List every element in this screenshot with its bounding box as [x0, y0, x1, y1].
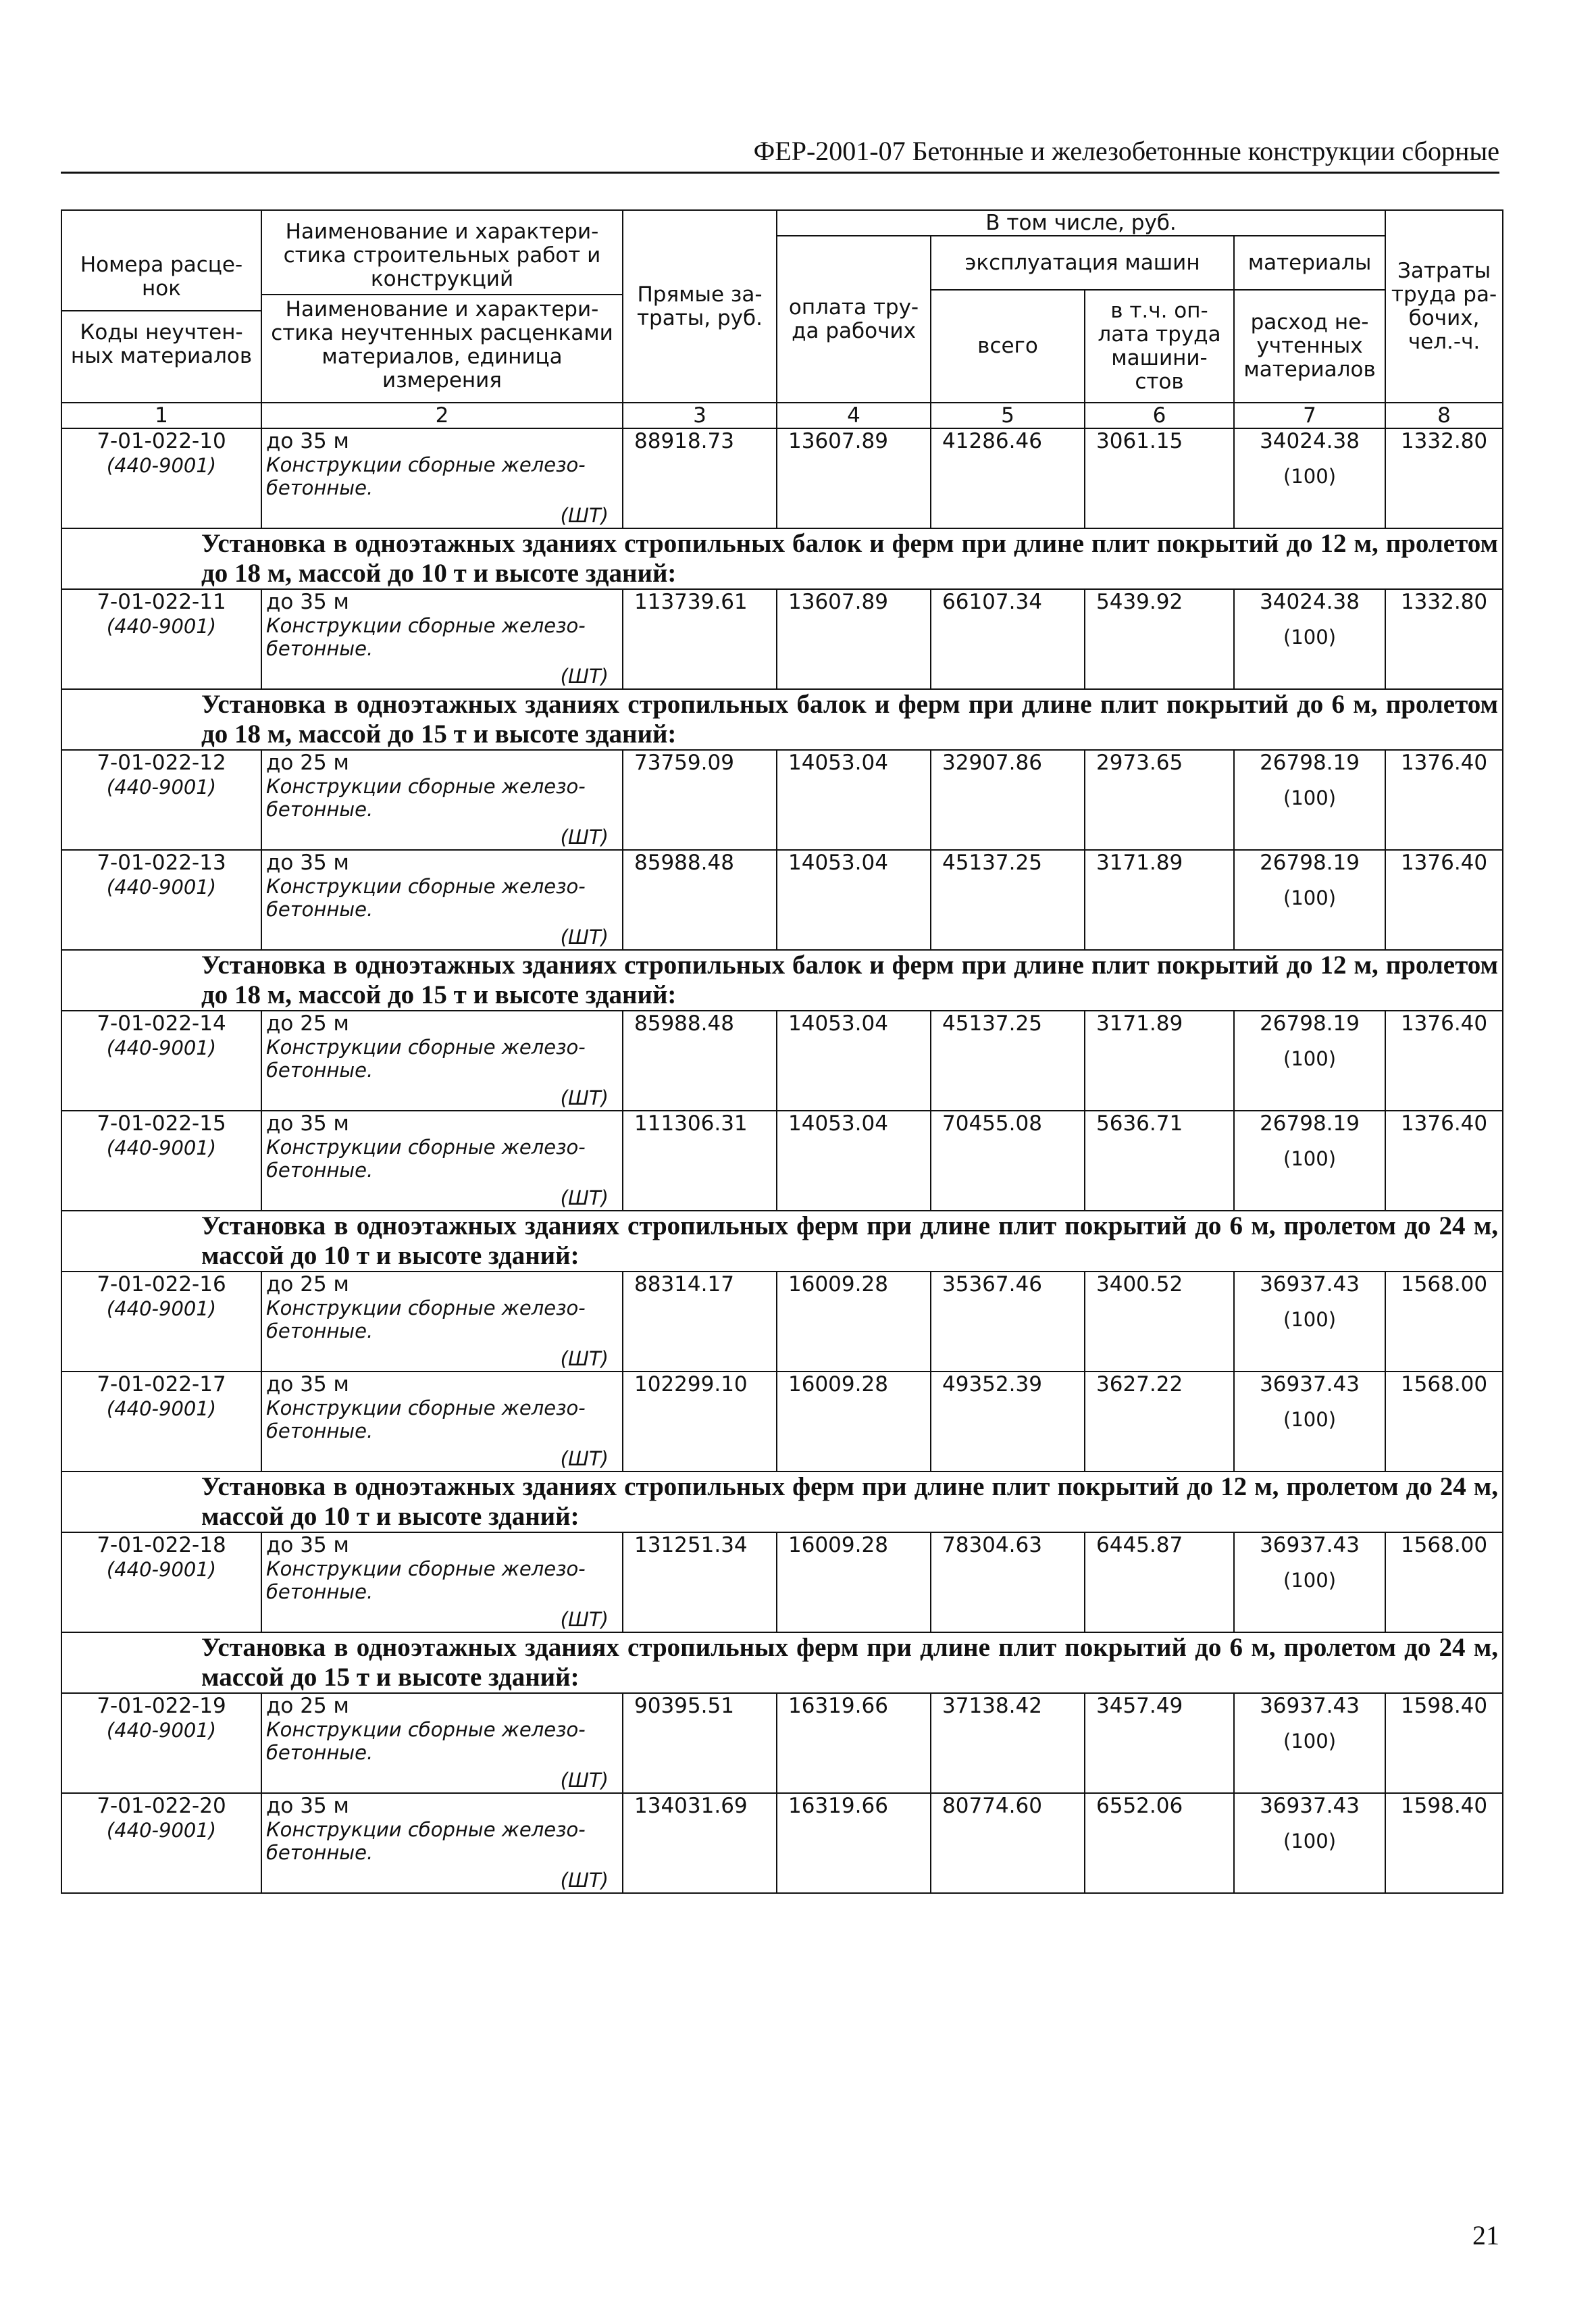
labor-pay: 14053.04	[788, 1011, 888, 1036]
work-name: до 35 м	[266, 429, 349, 453]
machines-total: 41286.46	[942, 429, 1042, 453]
material-name: Конструкции сборные железо-бетонные.	[266, 614, 586, 660]
table-row	[61, 1111, 1503, 1211]
material-code: (440-9001)	[106, 1297, 217, 1320]
name-cell	[261, 850, 623, 950]
labor-pay: 16319.66	[788, 1794, 888, 1818]
code-cell	[61, 850, 261, 950]
labor-pay-cell	[777, 1372, 931, 1472]
col-header-work-name: Наименование и характери-стика строительных работ и конструкций	[262, 220, 622, 295]
labor-hours-cell	[1385, 750, 1503, 850]
materials-cell	[1234, 1011, 1385, 1111]
labor-pay: 14053.04	[788, 751, 888, 775]
material-code: (440-9001)	[106, 876, 217, 899]
materials-cost: 26798.19	[1260, 1111, 1360, 1136]
direct-costs-cell	[623, 1532, 777, 1632]
machinists-pay-cell	[1085, 1793, 1234, 1893]
labor-hours-cell	[1385, 1111, 1503, 1211]
work-name: до 25 м	[266, 1272, 349, 1297]
material-code: (440-9001)	[106, 615, 217, 638]
name-cell	[261, 1793, 623, 1893]
table-row	[61, 1372, 1503, 1472]
materials-cell	[1234, 750, 1385, 850]
labor-pay: 13607.89	[788, 590, 888, 614]
materials-cost: 26798.19	[1260, 1011, 1360, 1036]
labor-pay-cell	[777, 1111, 931, 1211]
material-quantity: (100)	[1283, 886, 1337, 909]
rate-code: 7-01-022-16	[97, 1272, 226, 1297]
materials-cost: 36937.43	[1260, 1694, 1360, 1718]
rates-table	[61, 209, 1503, 1894]
col-header-machinists-pay: в т.ч. оп-лата труда машини-стов	[1085, 290, 1234, 403]
direct-costs-cell	[623, 1111, 777, 1211]
page-number: 21	[1472, 2220, 1499, 2250]
materials-cell	[1234, 1793, 1385, 1893]
section-heading: Установка в одноэтажных зданиях стропильных балок и ферм при длине плит покрытий до 12 м, пролетом до 18 м, массой до 10 т и высоте зданий:	[201, 529, 1499, 588]
section-heading: Установка в одноэтажных зданиях стропильных ферм при длине плит покрытий до 6 м, пролетом до 24 м, массой до 15 т и высоте зданий:	[201, 1633, 1499, 1692]
rate-code: 7-01-022-15	[97, 1111, 226, 1136]
table-row	[61, 1793, 1503, 1893]
direct-costs: 85988.48	[634, 851, 734, 875]
materials-cost: 36937.43	[1260, 1533, 1360, 1557]
materials-cost: 36937.43	[1260, 1372, 1360, 1397]
table-row	[61, 750, 1503, 850]
table-row	[61, 1272, 1503, 1372]
machinists-pay-cell	[1085, 428, 1234, 528]
material-quantity: (100)	[1283, 1308, 1337, 1331]
machinists-pay-cell	[1085, 1111, 1234, 1211]
direct-costs: 90395.51	[634, 1694, 734, 1718]
column-number: 7	[1234, 403, 1385, 428]
machinists-pay: 3457.49	[1096, 1694, 1183, 1718]
code-cell	[61, 589, 261, 689]
section-heading-row	[61, 1472, 1503, 1532]
machinists-pay: 3171.89	[1096, 1011, 1183, 1036]
labor-hours: 1568.00	[1400, 1533, 1488, 1557]
column-number: 2	[261, 403, 623, 428]
material-quantity: (100)	[1283, 1047, 1337, 1070]
work-name: до 35 м	[266, 1372, 349, 1397]
material-quantity: (100)	[1283, 626, 1337, 649]
work-name: до 25 м	[266, 1694, 349, 1718]
machinists-pay-cell	[1085, 1372, 1234, 1472]
materials-cost: 34024.38	[1260, 590, 1360, 614]
work-name: до 35 м	[266, 1533, 349, 1557]
labor-hours: 1568.00	[1400, 1272, 1488, 1297]
name-cell	[261, 1111, 623, 1211]
work-name: до 25 м	[266, 751, 349, 775]
header-rule	[61, 172, 1499, 174]
col-header-material-codes: Коды неучтен-ных материалов	[70, 320, 253, 368]
machines-total: 66107.34	[942, 590, 1042, 614]
rate-code: 7-01-022-18	[97, 1533, 226, 1557]
direct-costs: 85988.48	[634, 1011, 734, 1036]
name-cell	[261, 428, 623, 528]
labor-hours-cell	[1385, 1793, 1503, 1893]
labor-pay: 14053.04	[788, 1111, 888, 1136]
machinists-pay: 3171.89	[1096, 851, 1183, 875]
column-number: 6	[1085, 403, 1234, 428]
code-cell	[61, 1272, 261, 1372]
machines-total-cell	[931, 1372, 1085, 1472]
labor-hours: 1598.40	[1400, 1794, 1488, 1818]
rate-code: 7-01-022-13	[97, 851, 226, 875]
machines-total: 35367.46	[942, 1272, 1042, 1297]
code-cell	[61, 1532, 261, 1632]
machinists-pay: 3627.22	[1096, 1372, 1183, 1397]
section-heading-cell	[61, 1632, 1503, 1693]
materials-cell	[1234, 1693, 1385, 1793]
code-cell	[61, 1372, 261, 1472]
col-header-labor-hours: Затраты труда ра-бочих, чел.-ч.	[1385, 210, 1503, 403]
materials-cell	[1234, 428, 1385, 528]
col-header-codes	[61, 210, 261, 403]
section-heading: Установка в одноэтажных зданиях стропильных балок и ферм при длине плит покрытий до 6 м, пролетом до 18 м, массой до 15 т и высоте зданий:	[201, 690, 1499, 749]
section-heading-row	[61, 1211, 1503, 1272]
direct-costs: 134031.69	[634, 1794, 748, 1818]
work-name: до 25 м	[266, 1011, 349, 1036]
rate-code: 7-01-022-17	[97, 1372, 226, 1397]
labor-hours-cell	[1385, 850, 1503, 950]
labor-hours: 1376.40	[1400, 751, 1488, 775]
table-body	[61, 428, 1503, 1893]
machinists-pay-cell	[1085, 750, 1234, 850]
material-quantity: (100)	[1283, 465, 1337, 488]
machinists-pay: 3400.52	[1096, 1272, 1183, 1297]
labor-hours: 1376.40	[1400, 1111, 1488, 1136]
table-row	[61, 589, 1503, 689]
direct-costs: 88314.17	[634, 1272, 734, 1297]
labor-pay-cell	[777, 1532, 931, 1632]
materials-cost: 36937.43	[1260, 1794, 1360, 1818]
column-number: 5	[931, 403, 1085, 428]
name-cell	[261, 1372, 623, 1472]
machines-total: 32907.86	[942, 751, 1042, 775]
machinists-pay-cell	[1085, 1532, 1234, 1632]
rate-code: 7-01-022-14	[97, 1011, 226, 1036]
labor-hours: 1332.80	[1400, 590, 1488, 614]
material-name: Конструкции сборные железо-бетонные.	[266, 1297, 586, 1342]
table-row	[61, 1532, 1503, 1632]
section-heading: Установка в одноэтажных зданиях стропильных ферм при длине плит покрытий до 6 м, пролетом до 24 м, массой до 10 т и высоте зданий:	[201, 1211, 1499, 1270]
code-cell	[61, 750, 261, 850]
material-code: (440-9001)	[106, 776, 217, 799]
material-code: (440-9001)	[106, 454, 217, 477]
table-head	[61, 210, 1503, 428]
column-number: 4	[777, 403, 931, 428]
unit: (ШТ)	[560, 1608, 609, 1631]
material-quantity: (100)	[1283, 1147, 1337, 1170]
direct-costs-cell	[623, 1011, 777, 1111]
materials-cell	[1234, 1272, 1385, 1372]
work-name: до 35 м	[266, 851, 349, 875]
labor-hours-cell	[1385, 1372, 1503, 1472]
materials-cell	[1234, 1111, 1385, 1211]
materials-cost: 26798.19	[1260, 851, 1360, 875]
work-name: до 35 м	[266, 1111, 349, 1136]
machinists-pay: 6445.87	[1096, 1533, 1183, 1557]
section-heading-cell	[61, 1472, 1503, 1532]
machinists-pay: 6552.06	[1096, 1794, 1183, 1818]
labor-pay: 16009.28	[788, 1272, 888, 1297]
col-header-materials: материалы	[1234, 236, 1385, 290]
col-header-names	[261, 210, 623, 403]
machinists-pay-cell	[1085, 589, 1234, 689]
code-cell	[61, 1793, 261, 1893]
machinists-pay: 5636.71	[1096, 1111, 1183, 1136]
material-code: (440-9001)	[106, 1558, 217, 1581]
labor-hours: 1568.00	[1400, 1372, 1488, 1397]
labor-pay-cell	[777, 750, 931, 850]
rate-code: 7-01-022-12	[97, 751, 226, 775]
labor-hours: 1332.80	[1400, 429, 1488, 453]
section-heading: Установка в одноэтажных зданиях стропильных балок и ферм при длине плит покрытий до 12 м, пролетом до 18 м, массой до 15 т и высоте зданий:	[201, 951, 1499, 1009]
machinists-pay-cell	[1085, 1693, 1234, 1793]
unit: (ШТ)	[560, 1447, 609, 1470]
material-name: Конструкции сборные железо-бетонные.	[266, 1557, 586, 1603]
col-header-group: В том числе, руб.	[777, 210, 1385, 236]
machines-total-cell	[931, 1532, 1085, 1632]
machines-total-cell	[931, 1693, 1085, 1793]
machines-total-cell	[931, 750, 1085, 850]
section-heading-row	[61, 528, 1503, 589]
material-code: (440-9001)	[106, 1719, 217, 1742]
material-name: Конструкции сборные железо-бетонные.	[266, 1718, 586, 1764]
machines-total-cell	[931, 850, 1085, 950]
table-row	[61, 1693, 1503, 1793]
direct-costs-cell	[623, 850, 777, 950]
material-quantity: (100)	[1283, 1569, 1337, 1592]
column-number: 1	[61, 403, 261, 428]
name-cell	[261, 1693, 623, 1793]
labor-pay-cell	[777, 1011, 931, 1111]
col-header-unaccounted-materials: расход не-учтенных материалов	[1234, 290, 1385, 403]
materials-cell	[1234, 850, 1385, 950]
labor-hours-cell	[1385, 428, 1503, 528]
labor-pay-cell	[777, 1272, 931, 1372]
unit: (ШТ)	[560, 1086, 609, 1109]
section-heading-row	[61, 1632, 1503, 1693]
column-number: 8	[1385, 403, 1503, 428]
section-heading-cell	[61, 1211, 1503, 1272]
labor-pay: 16009.28	[788, 1372, 888, 1397]
name-cell	[261, 1011, 623, 1111]
materials-cost: 36937.43	[1260, 1272, 1360, 1297]
machines-total: 45137.25	[942, 851, 1042, 875]
table-row	[61, 428, 1503, 528]
materials-cell	[1234, 589, 1385, 689]
col-header-labor-pay: оплата тру-да рабочих	[777, 236, 931, 403]
direct-costs-cell	[623, 1693, 777, 1793]
section-heading-cell	[61, 689, 1503, 750]
material-quantity: (100)	[1283, 1830, 1337, 1853]
unit: (ШТ)	[560, 1347, 609, 1370]
machines-total: 49352.39	[942, 1372, 1042, 1397]
direct-costs-cell	[623, 428, 777, 528]
unit: (ШТ)	[560, 1769, 609, 1792]
labor-pay-cell	[777, 1793, 931, 1893]
section-heading-cell	[61, 528, 1503, 589]
labor-hours-cell	[1385, 1693, 1503, 1793]
machines-total-cell	[931, 428, 1085, 528]
code-cell	[61, 1111, 261, 1211]
labor-pay-cell	[777, 1693, 931, 1793]
section-heading-cell	[61, 950, 1503, 1011]
material-quantity: (100)	[1283, 1730, 1337, 1753]
material-quantity: (100)	[1283, 786, 1337, 809]
labor-hours-cell	[1385, 1011, 1503, 1111]
machines-total-cell	[931, 1011, 1085, 1111]
material-code: (440-9001)	[106, 1036, 217, 1059]
material-name: Конструкции сборные железо-бетонные.	[266, 1397, 586, 1442]
machinists-pay-cell	[1085, 1011, 1234, 1111]
rate-code: 7-01-022-10	[97, 429, 226, 453]
name-cell	[261, 1532, 623, 1632]
machinists-pay-cell	[1085, 850, 1234, 950]
rate-code: 7-01-022-20	[97, 1794, 226, 1818]
col-header-machines-total: всего	[931, 290, 1085, 403]
unit: (ШТ)	[560, 1869, 609, 1892]
machinists-pay-cell	[1085, 1272, 1234, 1372]
unit: (ШТ)	[560, 665, 609, 688]
machinists-pay: 3061.15	[1096, 429, 1183, 453]
col-header-machines: эксплуатация машин	[931, 236, 1234, 290]
machinists-pay: 5439.92	[1096, 590, 1183, 614]
direct-costs: 113739.61	[634, 590, 748, 614]
work-name: до 35 м	[266, 590, 349, 614]
labor-hours-cell	[1385, 1272, 1503, 1372]
col-header-rate-numbers: Номера расце-нок	[62, 245, 261, 311]
name-cell	[261, 750, 623, 850]
labor-hours: 1598.40	[1400, 1694, 1488, 1718]
section-heading-row	[61, 689, 1503, 750]
labor-hours-cell	[1385, 1532, 1503, 1632]
material-code: (440-9001)	[106, 1136, 217, 1159]
name-cell	[261, 1272, 623, 1372]
direct-costs: 111306.31	[634, 1111, 748, 1136]
name-cell	[261, 589, 623, 689]
direct-costs: 88918.73	[634, 429, 734, 453]
machines-total: 45137.25	[942, 1011, 1042, 1036]
material-name: Конструкции сборные железо-бетонные.	[266, 875, 586, 921]
unit: (ШТ)	[560, 926, 609, 949]
machinists-pay: 2973.65	[1096, 751, 1183, 775]
material-name: Конструкции сборные железо-бетонные.	[266, 453, 586, 499]
material-name: Конструкции сборные железо-бетонные.	[266, 1036, 586, 1082]
material-quantity: (100)	[1283, 1408, 1337, 1431]
column-numbers-row	[61, 403, 1503, 428]
materials-cell	[1234, 1372, 1385, 1472]
col-header-material-name: Наименование и характери-стика неучтенных расценками материалов, единица измерения	[271, 297, 613, 393]
labor-pay: 16009.28	[788, 1533, 888, 1557]
material-name: Конструкции сборные железо-бетонные.	[266, 1136, 586, 1182]
machines-total: 37138.42	[942, 1694, 1042, 1718]
code-cell	[61, 1693, 261, 1793]
labor-hours: 1376.40	[1400, 851, 1488, 875]
labor-pay-cell	[777, 589, 931, 689]
labor-hours-cell	[1385, 589, 1503, 689]
col-header-direct-costs: Прямые за-траты, руб.	[623, 210, 777, 403]
direct-costs: 73759.09	[634, 751, 734, 775]
labor-pay: 13607.89	[788, 429, 888, 453]
unit: (ШТ)	[560, 826, 609, 849]
machines-total-cell	[931, 1111, 1085, 1211]
labor-pay: 14053.04	[788, 851, 888, 875]
direct-costs-cell	[623, 1372, 777, 1472]
materials-cost: 34024.38	[1260, 429, 1360, 453]
machines-total: 70455.08	[942, 1111, 1042, 1136]
unit: (ШТ)	[560, 1186, 609, 1209]
unit: (ШТ)	[560, 504, 609, 527]
machines-total-cell	[931, 1793, 1085, 1893]
table-row	[61, 1011, 1503, 1111]
machines-total: 78304.63	[942, 1533, 1042, 1557]
material-code: (440-9001)	[106, 1397, 217, 1420]
code-cell	[61, 1011, 261, 1111]
machines-total-cell	[931, 589, 1085, 689]
direct-costs-cell	[623, 589, 777, 689]
section-heading-row	[61, 950, 1503, 1011]
materials-cost: 26798.19	[1260, 751, 1360, 775]
page-header: ФЕР-2001-07 Бетонные и железобетонные конструкции сборные	[753, 136, 1499, 166]
code-cell	[61, 428, 261, 528]
table-row	[61, 850, 1503, 950]
labor-hours: 1376.40	[1400, 1011, 1488, 1036]
rate-code: 7-01-022-11	[97, 590, 226, 614]
labor-pay-cell	[777, 428, 931, 528]
direct-costs-cell	[623, 750, 777, 850]
labor-pay: 16319.66	[788, 1694, 888, 1718]
machines-total-cell	[931, 1272, 1085, 1372]
column-number: 3	[623, 403, 777, 428]
direct-costs: 131251.34	[634, 1533, 748, 1557]
direct-costs-cell	[623, 1793, 777, 1893]
direct-costs-cell	[623, 1272, 777, 1372]
material-name: Конструкции сборные железо-бетонные.	[266, 775, 586, 821]
labor-pay-cell	[777, 850, 931, 950]
materials-cell	[1234, 1532, 1385, 1632]
material-name: Конструкции сборные железо-бетонные.	[266, 1818, 586, 1864]
work-name: до 35 м	[266, 1794, 349, 1818]
direct-costs: 102299.10	[634, 1372, 748, 1397]
material-code: (440-9001)	[106, 1819, 217, 1842]
section-heading: Установка в одноэтажных зданиях стропильных ферм при длине плит покрытий до 12 м, пролетом до 24 м, массой до 10 т и высоте зданий:	[201, 1472, 1499, 1531]
machines-total: 80774.60	[942, 1794, 1042, 1818]
rate-code: 7-01-022-19	[97, 1694, 226, 1718]
